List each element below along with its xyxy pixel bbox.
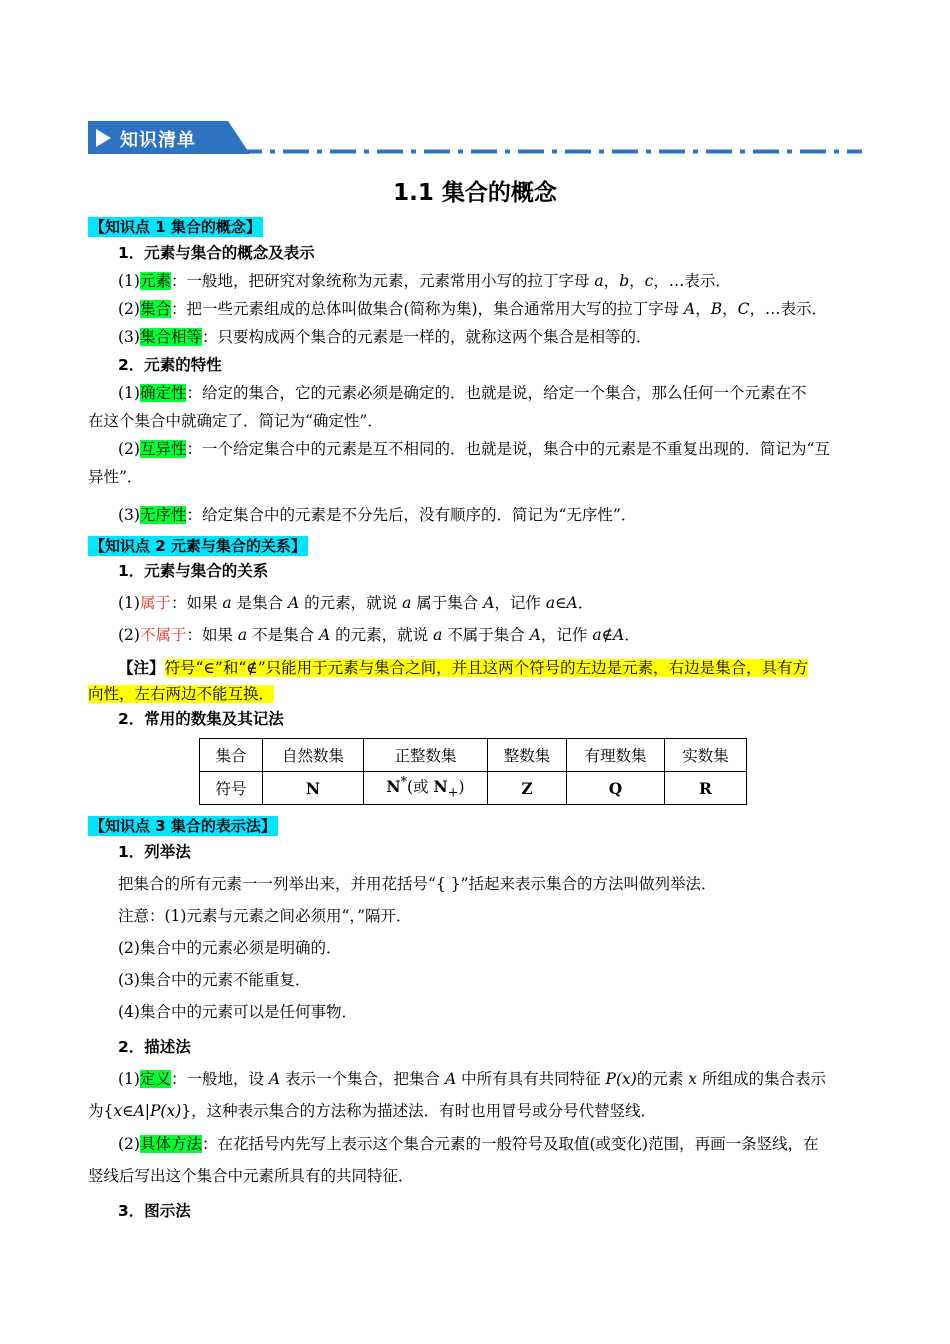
play-arrow-icon (96, 129, 111, 147)
kp3-heading-desc: 2．描述法 (118, 1038, 191, 1056)
set-def: (2)集合：把一些元素组成的总体叫做集合(简称为集)，集合通常用大写的拉丁字母 A，B，C，…表示． (118, 300, 828, 318)
table-header-cell: 正整数集 (364, 739, 488, 772)
kp1-tag: 【知识点 1 集合的概念】 (90, 218, 261, 236)
table-header-cell: 实数集 (665, 739, 747, 772)
natural-symbol: N (263, 772, 364, 805)
note-line1: 【注】符号“∈”和“∉”只能用于元素与集合之间，并且这两个符号的左边是元素，右边是集合，具有方 (118, 658, 809, 677)
set-equal-def: (3)集合相等：只要构成两个集合的元素是一样的，就称这两个集合是相等的． (118, 328, 652, 346)
definite-def-cont: 在这个集合中就确定了．简记为“确定性”． (88, 412, 383, 430)
real-symbol: R (665, 772, 747, 805)
table-row-label: 符号 (200, 772, 263, 805)
section-banner (88, 121, 250, 154)
desc-method-cont: 竖线后写出这个集合中元素所具有的共同特征． (88, 1167, 414, 1185)
table-row (200, 772, 747, 805)
list-note-3: (3)集合中的元素不能重复． (118, 971, 311, 989)
notbelong-def: (2)不属于：如果 a 不是集合 A 的元素，就说 a 不属于集合 A，记作 a∉A． (118, 626, 640, 644)
table-header-cell: 集合 (200, 739, 263, 772)
kp3-tag: 【知识点 3 集合的表示法】 (90, 817, 276, 835)
dash-divider (236, 149, 862, 154)
kp2-heading-sets: 2．常用的数集及其记法 (118, 710, 284, 728)
elem-def: (1)元素：一般地，把研究对象统称为元素，元素常用小写的拉丁字母 a，b，c，…表示． (118, 272, 731, 290)
list-note-4: (4)集合中的元素可以是任何事物． (118, 1003, 357, 1021)
table-header-cell: 有理数集 (567, 739, 665, 772)
table-row (200, 739, 747, 772)
kp2-tag: 【知识点 2 元素与集合的关系】 (90, 537, 306, 555)
page-title: 1.1 集合的概念 (393, 180, 557, 206)
distinct-def-cont: 异性”． (88, 468, 143, 486)
integer-symbol: Z (488, 772, 567, 805)
rational-symbol: Q (567, 772, 665, 805)
list-method-def: 把集合的所有元素一一列举出来，并用花括号“{ }”括起来表示集合的方法叫做列举法． (118, 875, 717, 893)
kp3-heading-graph: 3．图示法 (118, 1202, 191, 1220)
unordered-def: (3)无序性：给定集合中的元素是不分先后，没有顺序的．简记为“无序性”． (118, 506, 637, 524)
distinct-def: (2)互异性：一个给定集合中的元素是互不相同的．也就是说，集合中的元素是不重复出现的．简记为“互 (118, 440, 830, 458)
list-note-2: (2)集合中的元素必须是明确的． (118, 939, 342, 957)
kp1-heading-def: 1．元素与集合的概念及表示 (118, 244, 315, 262)
kp2-heading-rel: 1．元素与集合的关系 (118, 562, 269, 580)
number-sets-table (199, 738, 747, 805)
list-note-1: 注意：(1)元素与元素之间必须用“，”隔开． (118, 907, 412, 925)
belong-def: (1)属于：如果 a 是集合 A 的元素，就说 a 属于集合 A，记作 a∈A． (118, 594, 594, 612)
note-line2: 向性，左右两边不能互换． (88, 685, 275, 703)
kp3-heading-list: 1．列举法 (118, 843, 191, 861)
desc-method: (2)具体方法：在花括号内先写上表示这个集合元素的一般符号及取值(或变化)范围，再画一条竖线，在 (118, 1135, 819, 1153)
desc-def-cont: 为{x∈A|P(x)}，这种表示集合的方法称为描述法．有时也用冒号或分号代替竖线． (88, 1102, 657, 1120)
positive-integer-symbol: N*(或 $N_+$) (364, 772, 488, 805)
kp1-heading-prop: 2．元素的特性 (118, 356, 222, 374)
desc-def: (1)定义：一般地，设 A 表示一个集合，把集合 A 中所有具有共同特征 P(x)的元素 x 所组成的集合表示 (118, 1070, 826, 1088)
table-header-cell: 整数集 (488, 739, 567, 772)
banner-label: 知识清单 (120, 130, 196, 151)
definite-def: (1)确定性：给定的集合，它的元素必须是确定的．也就是说，给定一个集合，那么任何一个元素在不 (118, 384, 807, 402)
table-header-cell: 自然数集 (263, 739, 364, 772)
